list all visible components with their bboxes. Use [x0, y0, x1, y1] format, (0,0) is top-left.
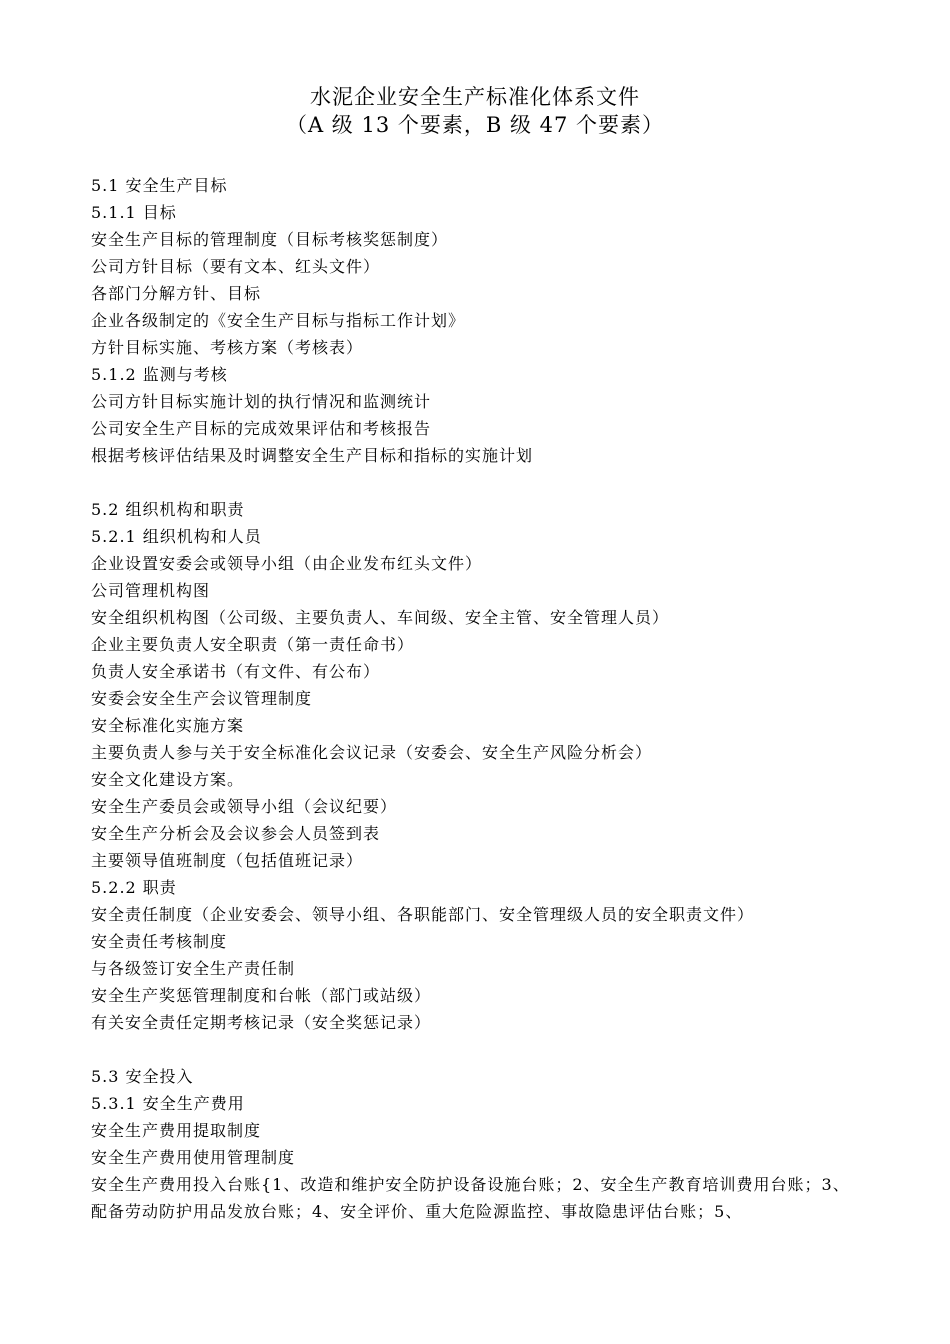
section-heading: 5.2 组织机构和职责 — [91, 500, 245, 519]
subsection-heading: 5.2.2 职责 — [91, 878, 177, 897]
list-item: 公司方针目标实施计划的执行情况和监测统计 — [91, 392, 432, 411]
list-item: 公司管理机构图 — [91, 581, 211, 600]
document-body — [91, 172, 861, 1225]
list-item: 企业设置安委会或领导小组（由企业发布红头文件） — [91, 554, 483, 573]
subsection-heading: 5.3.1 安全生产费用 — [91, 1094, 245, 1113]
section-gap — [91, 1036, 861, 1063]
list-item: 主要负责人参与关于安全标准化会议记录（安委会、安全生产风险分析会） — [91, 743, 653, 762]
list-item: 方针目标实施、考核方案（考核表） — [91, 338, 364, 357]
list-item: 安全生产费用提取制度 — [91, 1121, 262, 1140]
list-item: 安全生产奖惩管理制度和台帐（部门或站级） — [91, 986, 432, 1005]
list-item: 根据考核评估结果及时调整安全生产目标和指标的实施计划 — [91, 446, 534, 465]
list-item: 各部门分解方针、目标 — [91, 284, 262, 303]
list-item: 公司方针目标（要有文本、红头文件） — [91, 257, 381, 276]
subsection-heading: 5.1.2 监测与考核 — [91, 365, 228, 384]
list-item: 安全责任制度（企业安委会、领导小组、各职能部门、安全管理级人员的安全职责文件） — [91, 905, 755, 924]
subsection-heading: 5.2.1 组织机构和人员 — [91, 527, 262, 546]
list-item: 安全标准化实施方案 — [91, 716, 245, 735]
subsection-heading: 5.1.1 目标 — [91, 203, 177, 222]
document-title: 水泥企业安全生产标准化体系文件 — [310, 85, 640, 109]
list-item: 企业主要负责人安全职责（第一责任命书） — [91, 635, 415, 654]
section-heading: 5.3 安全投入 — [91, 1067, 194, 1086]
list-item: 安全组织机构图（公司级、主要负责人、车间级、安全主管、安全管理人员） — [91, 608, 670, 627]
list-item: 安委会安全生产会议管理制度 — [91, 689, 313, 708]
document-subtitle: （A 级 13 个要素，B 级 47 个要素） — [285, 113, 665, 137]
list-item: 公司安全生产目标的完成效果评估和考核报告 — [91, 419, 432, 438]
list-item: 安全文化建设方案。 — [91, 770, 245, 789]
list-item: 有关安全责任定期考核记录（安全奖惩记录） — [91, 1013, 432, 1032]
list-item: 负责人安全承诺书（有文件、有公布） — [91, 662, 381, 681]
list-item: 安全责任考核制度 — [91, 932, 228, 951]
list-item: 与各级签订安全生产责任制 — [91, 959, 296, 978]
list-item-paragraph: 安全生产费用投入台账{1、改造和维护安全防护设备设施台账；2、安全生产教育培训费用台账；3、配备劳动防护用品发放台账；4、安全评价、重大危险源监控、事故隐患评估台账；5、 — [91, 1175, 850, 1221]
list-item: 主要领导值班制度（包括值班记录） — [91, 851, 364, 870]
list-item: 企业各级制定的《安全生产目标与指标工作计划》 — [91, 311, 466, 330]
list-item: 安全生产费用使用管理制度 — [91, 1148, 296, 1167]
list-item: 安全生产委员会或领导小组（会议纪要） — [91, 797, 398, 816]
section-heading: 5.1 安全生产目标 — [91, 176, 228, 195]
section-gap — [91, 469, 861, 496]
list-item: 安全生产分析会及会议参会人员签到表 — [91, 824, 381, 843]
list-item: 安全生产目标的管理制度（目标考核奖惩制度） — [91, 230, 449, 249]
